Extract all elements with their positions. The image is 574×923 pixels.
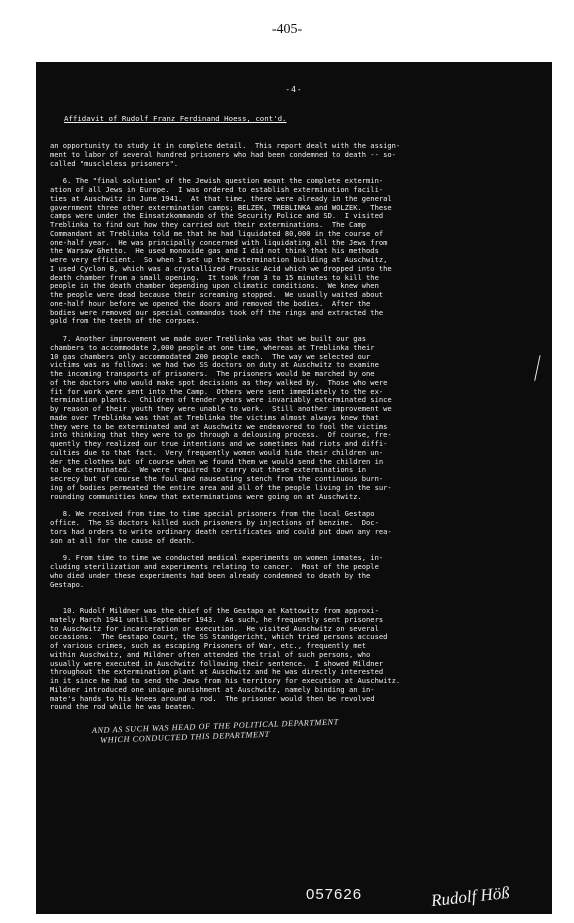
scanned-document: [36, 62, 552, 914]
document-number: 057626: [306, 886, 363, 904]
center-page-mark: -4-: [285, 85, 303, 94]
page-number: -405-: [271, 22, 303, 37]
handwritten-annotation: AND AS SUCH WAS HEAD OF THE POLITICAL DEPARTMENT WHICH CONDUCTED THIS DEPARTMENT: [91, 717, 339, 745]
document-sheet: [48, 74, 540, 911]
paragraph-6: 6. The "final solution" of the Jewish question meant the complete extermin- ation of all Jews in Europe. I was ordered to establish extermination facili- ties at Auschwitz in June 1941. At that time, there were already in the general government three other extermination camps; BELZEK, TREBLINKA and WOLZEK. These camps were under the Einsatzkommando of the Security Police and SD. I visited Treblinka to find out how they carried out their exterminations. The Camp Commandant at Treblinka told me that he had liquidated 80,000 in the course of one-half year. He was principally concerned with liquidating all the Jews from the Warsaw Ghetto. He used monoxide gas and I did not think that his methods were very efficient. So when I set up the extermination building at Auschwitz, I used Cyclon B, which was a crystallized Prussic Acid which we dropped into the death chamber from a small opening. It took from 3 to 15 minutes to kill the people in the death chamber depending upon climatic conditions. We knew when the people were dead because their screaming stopped. We usually waited about one-half hour before we opened the doors and removed the bodies. After the bodies were removed our special commandos took off the rings and extracted the gold from the teeth of the corpses.: [50, 176, 392, 326]
affidavit-header: Affidavit of Rudolf Franz Ferdinand Hoess, cont'd.: [64, 114, 287, 123]
document-body: [50, 142, 534, 721]
paragraph-9: 9. From time to time we conducted medical experiments on women inmates, in- cluding sterilization and experiments relating to cancer. Most of the people who died under these experiments had been already condemned to death by the Gestapo.: [50, 553, 384, 589]
paragraph-7: 7. Another improvement we made over Treblinka was that we built our gas chambers to accommodate 2,000 people at one time, whereas at Treblinka their 10 gas chambers only accommodated 200 people each. The way we selected our victims was as follows: we had two SS doctors on duty at Auschwitz to examine the incoming transports of prisoners. The prisoners would be marched by one of the doctors who would make spot decisions as they walked by. Those who were fit for work were sent into the Camp. Others were sent immediately to the ex- termination plants. Children of tender years were invariably exterminated since by reason of their youth they were unable to work. Still another improvement we made over Treblinka was that at Treblinka the victims almost always knew that they were to be exterminated and at Auschwitz we endeavored to fool the victims into thinking that they were to go through a delousing process. Of course, fre- quently they realized our true intentions and we sometimes had riots and diffi- culties due to that fact. Very frequently women would hide their children un- der the clothes but of course when we found them we would send the children in to be exterminated. We were required to carry out these exterminations in secrecy but of course the foul and nauseating stench from the continuous burn- ing of bodies permeated the entire area and all of the people living in the sur- rounding communities knew that exterminations were going on at Auschwitz.: [50, 334, 392, 501]
signature: Rudolf Höß: [430, 883, 511, 911]
paragraph-8: 8. We received from time to time special prisoners from the local Gestapo office. The SS doctors killed such prisoners by injections of benzine. Doc- tors had orders to write ordinary death certificates and could put down any rea- son at all for the cause of death.: [50, 509, 392, 545]
paragraph-continuation: an opportunity to study it in complete detail. This report dealt with the assign- ment to labor of several hundred prisoners who had been condemned to death -- so- called "muscleless prisoners".: [50, 141, 401, 168]
paragraph-10: 10. Rudolf Mildner was the chief of the Gestapo at Kattowitz from approxi- mately March 1941 until September 1943. As such, he frequently sent prisoners to Auschwitz for incarceration or execution. He visited Auschwitz on several occasions. The Gestapo Court, the SS Standgericht, which tried persons accused of various crimes, such as escaping Prisoners of War, etc., frequently met within Auschwitz, and Mildner often attended the trial of such persons, who usually were executed in Auschwitz following their sentence. I showed Mildner throughout the extermination plant at Auschwitz and he was directly interested in it since he had to send the Jews from his territory for execution at Auschwitz. Mildner introduced one unique punishment at Auschwitz, namely binding an in- mate's hands to his knees around a rod. The prisoner would then be revolved round the rod while he was beaten.: [50, 606, 401, 712]
